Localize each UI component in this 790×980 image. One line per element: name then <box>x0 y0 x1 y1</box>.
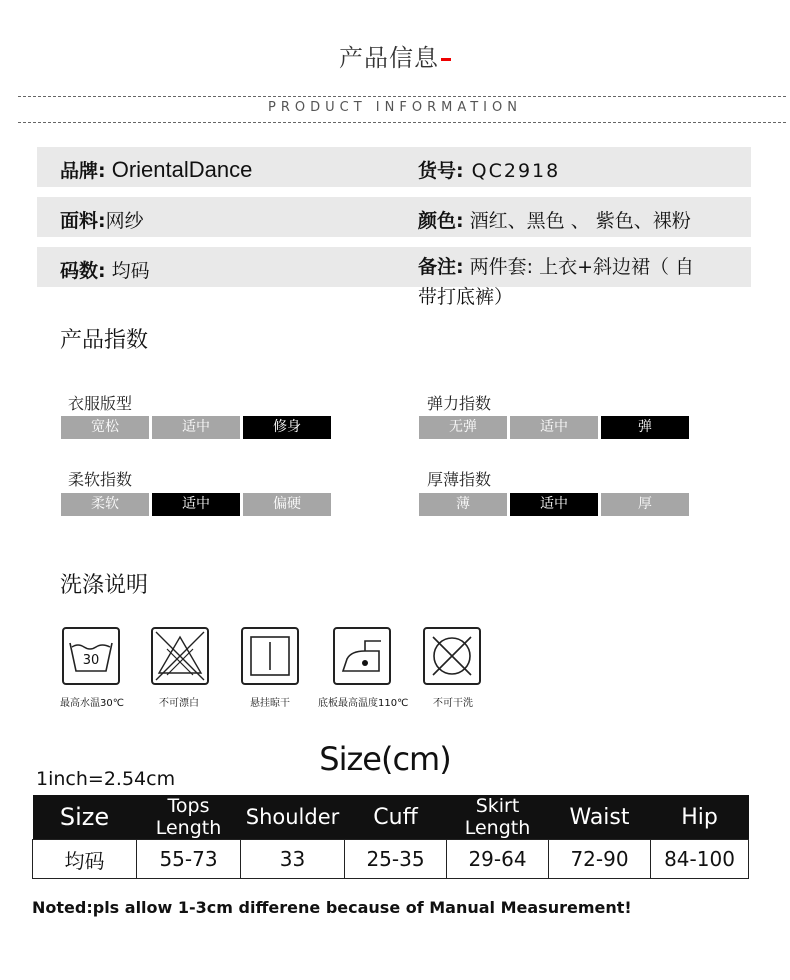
fabric-field <box>60 206 144 233</box>
page-title <box>0 38 790 73</box>
fit-option-slim: 修身 <box>243 416 331 439</box>
size-field <box>60 256 150 283</box>
thickness-option-thick: 厚 <box>601 493 689 516</box>
elastic-index-scale <box>419 416 689 439</box>
wash-temp-text: 30 <box>82 653 100 668</box>
iron-110-icon <box>333 627 391 685</box>
cell-size: 均码 <box>33 840 137 879</box>
no-dry-clean-label: 不可干洗 <box>433 698 473 709</box>
hang-dry-icon <box>241 627 299 685</box>
item-number-label: 货号: <box>418 160 464 182</box>
remark-value-line2: 带打底裤） <box>418 286 514 308</box>
remark-value-line1: 两件套: 上衣+斜边裙（ 自 <box>463 256 695 278</box>
color-label: 颜色: <box>418 210 464 232</box>
wash-30-label: 最高水温30℃ <box>60 698 124 709</box>
fit-index-label: 衣服版型 <box>68 394 133 413</box>
size-table <box>32 795 749 879</box>
softness-option-medium: 适中 <box>152 493 240 516</box>
fabric-label: 面料: <box>60 210 106 232</box>
size-value: 均码 <box>105 260 150 282</box>
wash-30-icon <box>62 627 120 685</box>
cell-skirt-length: 29-64 <box>447 840 549 879</box>
elastic-option-none: 无弹 <box>419 416 507 439</box>
title-accent-dash <box>441 58 451 61</box>
thickness-option-thin: 薄 <box>419 493 507 516</box>
fit-option-regular: 适中 <box>152 416 240 439</box>
brand-label: 品牌: <box>60 160 106 182</box>
no-dry-clean-icon <box>423 627 481 685</box>
page-title-text: 产品信息 <box>339 44 439 72</box>
inch-conversion: 1inch=2.54cm <box>36 768 176 790</box>
elastic-index-label: 弹力指数 <box>427 394 492 413</box>
softness-index-scale <box>61 493 331 516</box>
remark-label: 备注: <box>418 256 464 278</box>
iron-110-label: 底板最高温度110℃ <box>318 698 409 709</box>
header-size: Size <box>33 795 137 840</box>
softness-option-hard: 偏硬 <box>243 493 331 516</box>
brand-field <box>60 156 252 183</box>
cell-hip: 84-100 <box>651 840 749 879</box>
size-label: 码数: <box>60 260 106 282</box>
measurement-note: Noted:pls allow 1-3cm differene because of Manual Measurement! <box>32 898 632 917</box>
divider-top <box>18 96 786 97</box>
elastic-option-stretch: 弹 <box>601 416 689 439</box>
no-bleach-label: 不可漂白 <box>159 698 199 709</box>
fit-option-loose: 宽松 <box>61 416 149 439</box>
size-chart-title: Size(cm) <box>319 740 451 778</box>
page-subtitle: PRODUCT INFORMATION <box>268 100 522 115</box>
item-number-field <box>418 156 560 183</box>
cell-waist: 72-90 <box>549 840 651 879</box>
header-shoulder: Shoulder <box>241 795 345 840</box>
color-field <box>418 206 691 233</box>
thickness-index-label: 厚薄指数 <box>427 470 492 489</box>
remark-field <box>418 252 694 312</box>
header-tops-length: Tops Length <box>137 795 241 840</box>
brand-value: OrientalDance <box>105 157 253 182</box>
cell-shoulder: 33 <box>241 840 345 879</box>
cell-tops-length: 55-73 <box>137 840 241 879</box>
thickness-option-medium: 适中 <box>510 493 598 516</box>
fabric-value: 网纱 <box>105 210 144 232</box>
no-bleach-icon <box>151 627 209 685</box>
size-table-header-row <box>33 795 749 840</box>
thickness-index-scale <box>419 493 689 516</box>
elastic-option-medium: 适中 <box>510 416 598 439</box>
color-value: 酒红、黑色 、 紫色、裸粉 <box>463 210 691 232</box>
softness-option-soft: 柔软 <box>61 493 149 516</box>
header-cuff: Cuff <box>345 795 447 840</box>
fit-index-scale <box>61 416 331 439</box>
item-number-value: QC2918 <box>463 160 561 182</box>
table-row <box>33 840 749 879</box>
header-waist: Waist <box>549 795 651 840</box>
hang-dry-label: 悬挂晾干 <box>250 698 290 709</box>
index-section-title: 产品指数 <box>60 328 149 353</box>
care-section-title: 洗涤说明 <box>60 573 149 598</box>
header-hip: Hip <box>651 795 749 840</box>
divider-bottom <box>18 122 786 123</box>
cell-cuff: 25-35 <box>345 840 447 879</box>
softness-index-label: 柔软指数 <box>68 470 133 489</box>
header-skirt-length: Skirt Length <box>447 795 549 840</box>
